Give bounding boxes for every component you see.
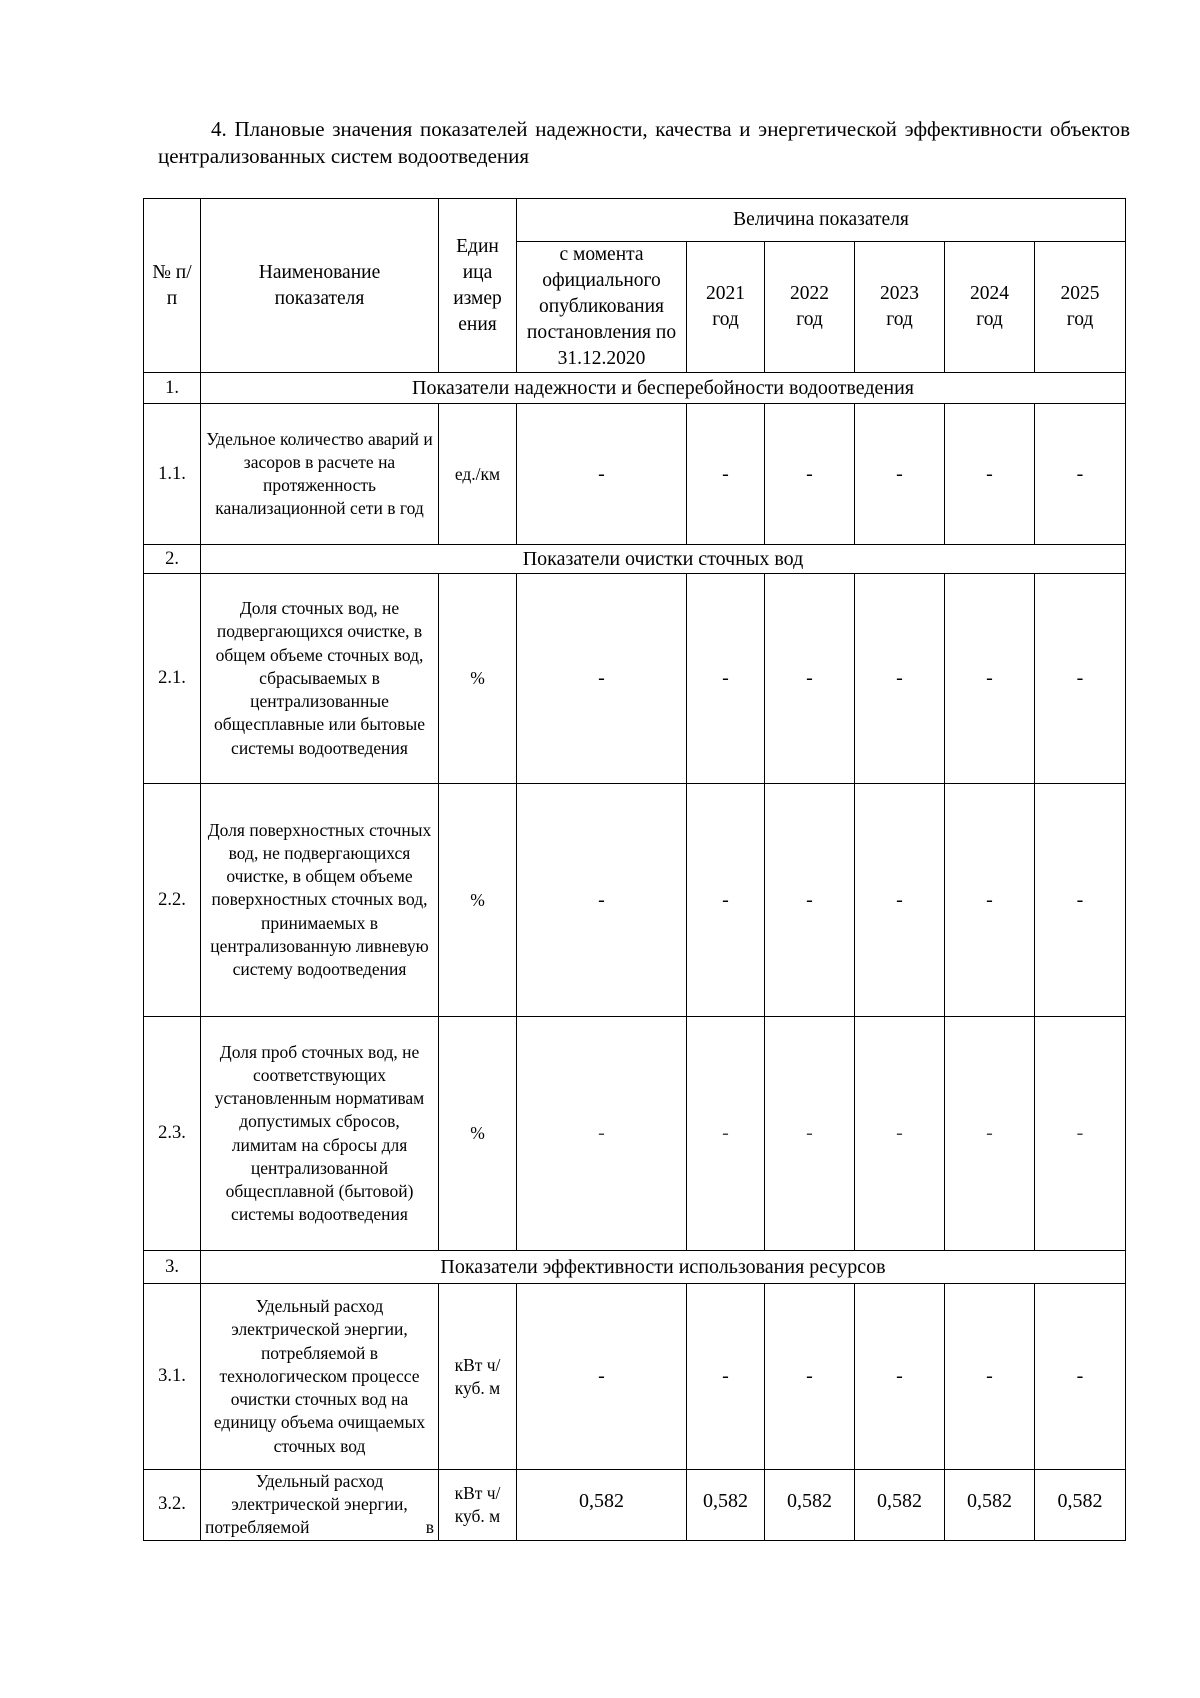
value-initial: - [517, 1284, 687, 1470]
value-2023: - [855, 1284, 945, 1470]
section-row [144, 545, 1126, 574]
indicator-unit: % [439, 574, 517, 784]
section-number: 3. [144, 1251, 201, 1284]
value-2022: - [765, 784, 855, 1017]
value-initial: 0,582 [517, 1470, 687, 1541]
header-year-2023: 2023 год [855, 242, 945, 373]
value-2021: - [687, 1017, 765, 1251]
indicator-name: Удельное количество аварий и засоров в расчете на протяженность канализационной сети в год [201, 404, 439, 545]
header-name: Наименование показателя [201, 199, 439, 373]
table-row [144, 1284, 1126, 1470]
row-number: 1.1. [144, 404, 201, 545]
value-2024: 0,582 [945, 1470, 1035, 1541]
indicators-table [143, 198, 1126, 1541]
value-2023: - [855, 574, 945, 784]
indicator-name: Доля поверхностных сточных вод, не подвергающихся очистке, в общем объеме поверхностных сточных вод, принимаемых в централизованную ливневую систему водоотведения [201, 784, 439, 1017]
indicator-name: Доля сточных вод, не подвергающихся очистке, в общем объеме сточных вод, сбрасываемых в централизованные общесплавные или бытовые системы водоотведения [201, 574, 439, 784]
section-title: Показатели очистки сточных вод [201, 545, 1126, 574]
indicator-unit: кВт ч/куб. м [439, 1284, 517, 1470]
value-initial: - [517, 784, 687, 1017]
value-2022: - [765, 404, 855, 545]
value-2024: - [945, 1284, 1035, 1470]
header-year-2024: 2024 год [945, 242, 1035, 373]
header-row-1 [144, 199, 1126, 242]
row-number: 3.1. [144, 1284, 201, 1470]
section-title: Показатели надежности и бесперебойности водоотведения [201, 373, 1126, 404]
table-row [144, 1017, 1126, 1251]
table-row [144, 784, 1126, 1017]
value-2025: - [1035, 784, 1126, 1017]
header-year-2021: 2021 год [687, 242, 765, 373]
value-2021: - [687, 784, 765, 1017]
row-number: 2.3. [144, 1017, 201, 1251]
value-2023: - [855, 784, 945, 1017]
value-2022: 0,582 [765, 1470, 855, 1541]
value-2021: - [687, 404, 765, 545]
value-2024: - [945, 1017, 1035, 1251]
value-2025: - [1035, 1284, 1126, 1470]
row-number: 2.2. [144, 784, 201, 1017]
value-2025: - [1035, 404, 1126, 545]
header-year-2022: 2022 год [765, 242, 855, 373]
value-2021: 0,582 [687, 1470, 765, 1541]
value-2021: - [687, 574, 765, 784]
indicator-unit: кВт ч/куб. м [439, 1470, 517, 1541]
section-number: 1. [144, 373, 201, 404]
value-2025: - [1035, 1017, 1126, 1251]
value-initial: - [517, 1017, 687, 1251]
indicator-unit: % [439, 1017, 517, 1251]
indicator-unit: % [439, 784, 517, 1017]
header-unit: Един ица измер ения [439, 199, 517, 373]
section-heading: 4. Плановые значения показателей надежности, качества и энергетической эффективности объектов централизованных систем водоотведения [158, 117, 1130, 168]
section-title: Показатели эффективности использования ресурсов [201, 1251, 1126, 1284]
value-2022: - [765, 574, 855, 784]
header-year-2025: 2025 год [1035, 242, 1126, 373]
header-period-initial: с момента официального опубликования постановления по 31.12.2020 [517, 242, 687, 373]
row-number: 3.2. [144, 1470, 201, 1541]
table-row [144, 1470, 1126, 1541]
value-2024: - [945, 404, 1035, 545]
header-num: № п/п [144, 199, 201, 373]
value-2023: - [855, 404, 945, 545]
value-2025: 0,582 [1035, 1470, 1126, 1541]
section-number: 2. [144, 545, 201, 574]
section-row [144, 373, 1126, 404]
table-row [144, 404, 1126, 545]
header-value-group: Величина показателя [517, 199, 1126, 242]
value-2024: - [945, 784, 1035, 1017]
table-row [144, 574, 1126, 784]
indicator-name: Удельный расход электрической энергии, потребляемой в [201, 1470, 439, 1541]
value-initial: - [517, 574, 687, 784]
indicator-name: Доля проб сточных вод, не соответствующих установленным нормативам допустимых сбросов, лимитам на сбросы для централизованной общесплавной (бытовой) системы водоотведения [201, 1017, 439, 1251]
value-2021: - [687, 1284, 765, 1470]
value-2023: 0,582 [855, 1470, 945, 1541]
row-number: 2.1. [144, 574, 201, 784]
value-initial: - [517, 404, 687, 545]
value-2023: - [855, 1017, 945, 1251]
value-2024: - [945, 574, 1035, 784]
section-row [144, 1251, 1126, 1284]
value-2022: - [765, 1284, 855, 1470]
value-2022: - [765, 1017, 855, 1251]
indicator-unit: ед./км [439, 404, 517, 545]
indicator-name: Удельный расход электрической энергии, потребляемой в технологическом процессе очистки сточных вод на единицу объема очищаемых сточных вод [201, 1284, 439, 1470]
value-2025: - [1035, 574, 1126, 784]
